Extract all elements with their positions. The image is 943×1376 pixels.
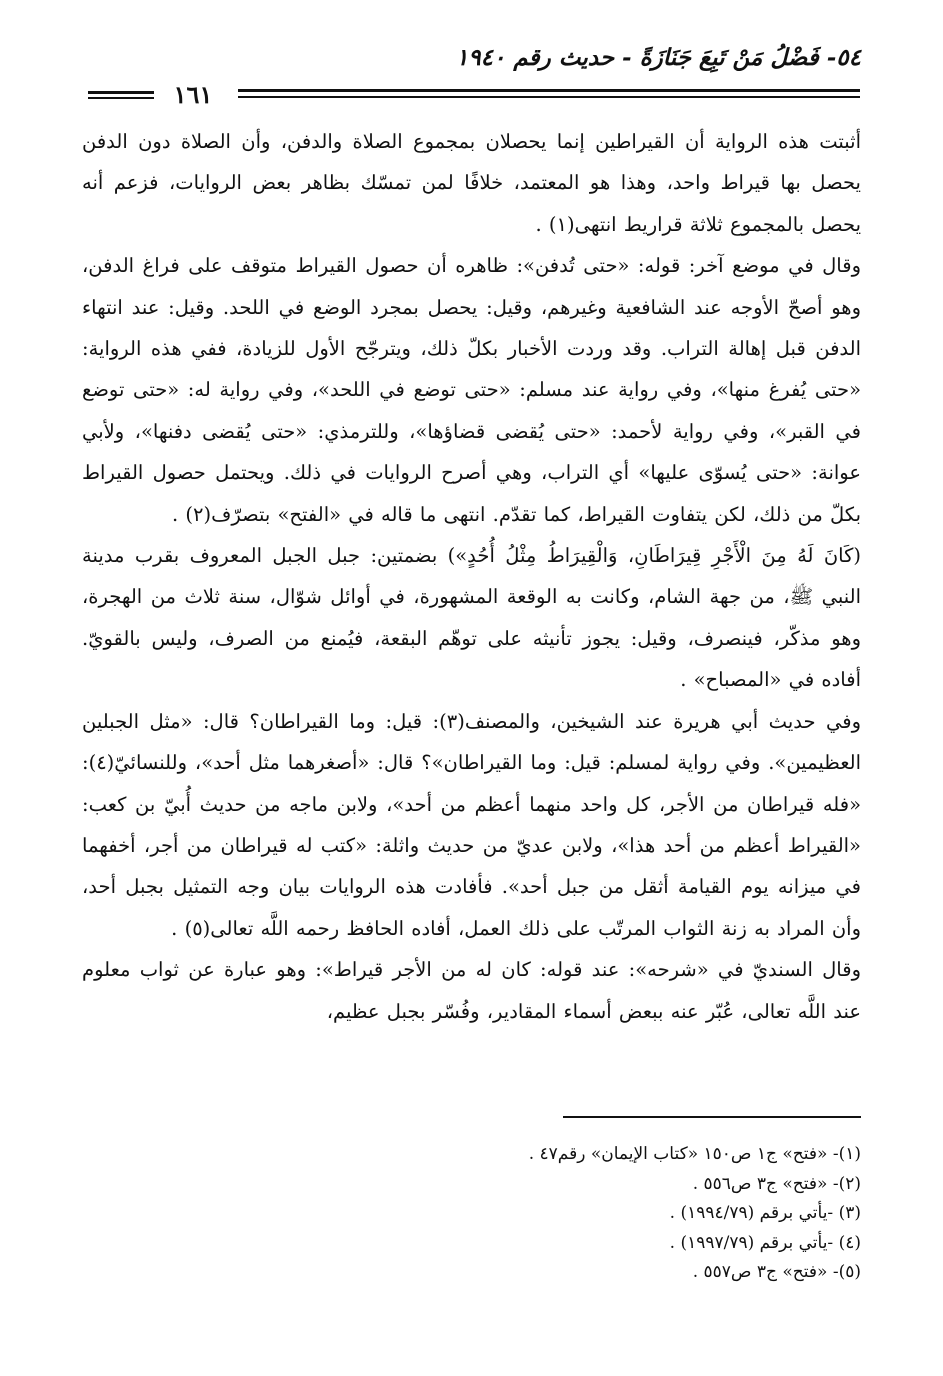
paragraph: (كَانَ لَهُ مِنَ الْأَجْرِ قِيرَاطَانِ، وَالْقِيرَاطُ مِثْلُ أُحُدٍ») بضمتين: جبل الجبل المعروف بقرب مدينة النبي ﷺ، من جهة الشام، وكانت به الوقعة المشهورة، في أوائل شوّال، سنة ثلاث من الهجرة، وهو مذكّر، فينصرف، وقيل: يجوز تأنيثه على توهّم البقعة، فيُمنع من الصرف، وليس بالقويّ. أفاده في «المصباح» . bbox=[82, 544, 861, 692]
page-number-rule-top bbox=[88, 91, 154, 94]
footnotes bbox=[241, 1140, 861, 1288]
footnote: (٢)- «فتح» ج٣ ص٥٥٦ . bbox=[692, 1173, 861, 1194]
page-number-rule-bottom bbox=[88, 97, 154, 99]
footnote: (٣) -يأتي برقم (١٩٩٤/٧٩) . bbox=[669, 1203, 861, 1224]
paragraph: وفي حديث أبي هريرة عند الشيخين، والمصنف(٣): قيل: وما القيراطان؟ قال: «مثل الجبلين العظيمين». وفي رواية لمسلم: قيل: وما القيراطان»؟ قال: «أصغرهما مثل أحد»، وللنسائيّ(٤): «فله قيراطان من الأجر، كل واحد منهما أعظم من أحد»، ولابن ماجه من حديث أُبيّ بن كعب: «القيراط أعظم من أحد هذا»، ولابن عديّ من حديث واثلة: «كتب له قيراطان من أجر، أخفهما في ميزانه يوم القيامة أثقل من جبل أحد». فأفادت هذه الروايات بيان وجه التمثيل بجبل أحد، وأن المراد به زنة الثواب المرتّب على ذلك العمل، أفاده الحافظ رحمه اللَّه تعالى(٥) . bbox=[82, 709, 861, 940]
page-number: ١٦١ bbox=[173, 80, 213, 109]
footnote-separator bbox=[563, 1116, 861, 1118]
paragraph: أثبتت هذه الرواية أن القيراطين إنما يحصلان بمجموع الصلاة والدفن، وأن الصلاة دون الدفن يحصل بها قيراط واحد، وهذا هو المعتمد، خلافًا لمن تمسّك بظاهر بعض الروايات، فزعم أنه يحصل بالمجموع ثلاثة قراريط انتهى(١) . bbox=[82, 130, 861, 236]
header-rule-top bbox=[238, 89, 860, 92]
running-title: ٥٤- فَضْلُ مَنْ تَبِعَ جَنَازَةً - حديث رقم ١٩٤٠ bbox=[455, 44, 861, 71]
body-text bbox=[82, 121, 861, 1032]
header-rule-bottom bbox=[238, 96, 860, 98]
footnote: (٤) -يأتي برقم (١٩٩٧/٧٩) . bbox=[669, 1232, 861, 1253]
paragraph: وقال السنديّ في «شرحه»: عند قوله: كان له من الأجر قيراط»: وهو عبارة عن ثواب معلوم عند اللَّه تعالى، عُبّر عنه ببعض أسماء المقادير، وفُسّر بجبل عظيم، bbox=[82, 958, 861, 1023]
footnote: (١)- «فتح» ج١ ص١٥٠ «كتاب الإيمان» رقم٤٧ . bbox=[528, 1144, 861, 1164]
paragraph: وقال في موضع آخر: قوله: «حتى تُدفن»: ظاهره أن حصول القيراط متوقف على فراغ الدفن، وهو أصحّ الأوجه عند الشافعية وغيرهم، وقيل: يحصل بمجرد الوضع في اللحد. وقيل: عند انتهاء الدفن قبل إهالة التراب. وقد وردت الأخبار بكلّ ذلك، ويترجّح الأول للزيادة، ففي هذه الرواية: «حتى يُفرغ منها»، وفي رواية عند مسلم: «حتى توضع في اللحد»، وفي رواية له: «حتى توضع في القبر»، وفي رواية لأحمد: «حتى يُقضى قضاؤها»، وللترمذي: «حتى يُقضى دفنها»، ولأبي عوانة: «حتى يُسوّى عليها» أي التراب، وهي أصرح الروايات في ذلك. ويحتمل حصول القيراط بكلّ من ذلك، لكن يتفاوت القيراط، كما تقدّم. انتهى ما قاله في «الفتح» بتصرّف(٢) . bbox=[82, 254, 862, 526]
footnote: (٥)- «فتح» ج٣ ص٥٥٧ . bbox=[692, 1262, 861, 1283]
